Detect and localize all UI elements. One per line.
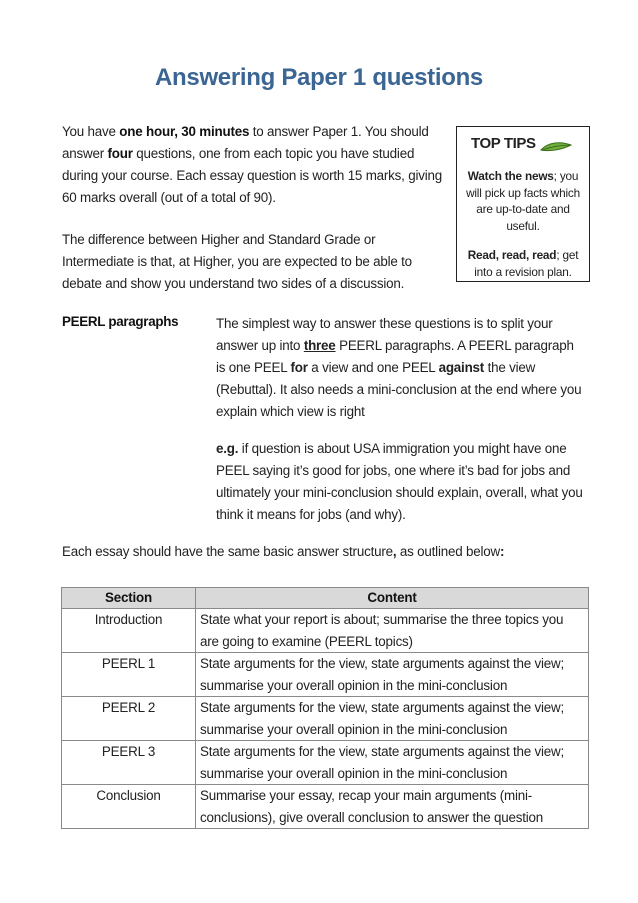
tip-read-bold: Read, read, read [467,248,557,262]
peerl-text-segment: the view (Rebuttal). It also needs a mini-conclusion at the end where you explain which view is right [216,360,582,419]
page-title: Answering Paper 1 questions [155,64,483,91]
section-cell: PEERL 3 [62,741,196,785]
content-cell: State what your report is about; summarise the three topics you are going to examine (PEERL topics) [196,609,589,653]
top-tips-title: TOP TIPS [471,135,536,152]
intro-p1-segment: to answer Paper 1. You should answer [62,124,429,161]
content-cell: State arguments for the view, state arguments against the view; summarise your overall opinion in the mini-conclusion [196,697,589,741]
tip-read [461,247,585,280]
table-header-row [62,588,589,609]
tip-read-text: ; get into a revision plan. [474,248,579,279]
table-row [62,741,589,785]
header-content: Content [196,588,589,609]
header-section: Section [62,588,196,609]
peerl-text-segment: The simplest way to answer these questions is to split your answer up into [216,316,553,353]
intro-p1-segment: questions, one from each topic you have studied during your course. Each essay question is worth 15 marks, giving 60 marks overall (out of a total of 90). [62,146,442,205]
section-cell: Conclusion [62,785,196,829]
peerl-text-segment: for [290,360,308,375]
example-label: e.g. [216,441,239,456]
table-row [62,609,589,653]
table-row [62,697,589,741]
structure-intro-text: Each essay should have the same basic answer structure [62,544,393,559]
tip-watch-news [461,168,585,234]
peerl-explanation [216,313,586,423]
structure-intro-colon: : [499,544,505,559]
peerl-example [216,438,586,526]
top-tips-box [456,126,590,282]
intro-p1-segment: You have [62,124,120,139]
example-text: if question is about USA immigration you might have one PEEL saying it’s good for jobs, one where it’s bad for jobs and ultimately your mini-conclusion should explain, overall, what you think it means for jobs (and why). [216,441,583,522]
structure-intro [62,544,504,559]
content-cell: State arguments for the view, state arguments against the view; summarise your overall opinion in the mini-conclusion [196,653,589,697]
structure-intro-comma: , [392,544,397,559]
intro-paragraph-2: The difference between Higher and Standard Grade or Intermediate is that, at Higher, you are expected to be able to debate and show you understand two sides of a discussion. [62,232,412,291]
peerl-text-segment: three [303,338,336,353]
tip-watch-news-bold: Watch the news [467,169,554,183]
intro-p1-segment: four [107,146,133,161]
leaf-icon [539,139,573,155]
content-cell: State arguments for the view, state arguments against the view; summarise your overall opinion in the mini-conclusion [196,741,589,785]
section-cell: Introduction [62,609,196,653]
section-cell: PEERL 2 [62,697,196,741]
peerl-text-segment: a view and one PEEL [307,360,439,375]
peerl-text-segment: against [438,360,485,375]
structure-table [61,587,589,829]
section-cell: PEERL 1 [62,653,196,697]
peerl-label: PEERL paragraphs [62,314,179,329]
table-row [62,785,589,829]
content-cell: Summarise your essay, recap your main arguments (mini-conclusions), give overall conclusion to answer the question [196,785,589,829]
intro-paragraph-1 [62,121,447,209]
tip-watch-news-text: ; you will pick up facts which are up-to-date and useful. [466,169,580,233]
intro-p1-segment: one hour, 30 minutes [119,124,250,139]
structure-intro-text-2: as outlined below [396,544,500,559]
peerl-text-segment: PEERL paragraphs. A PEERL paragraph is one PEEL [216,338,574,375]
table-row [62,653,589,697]
